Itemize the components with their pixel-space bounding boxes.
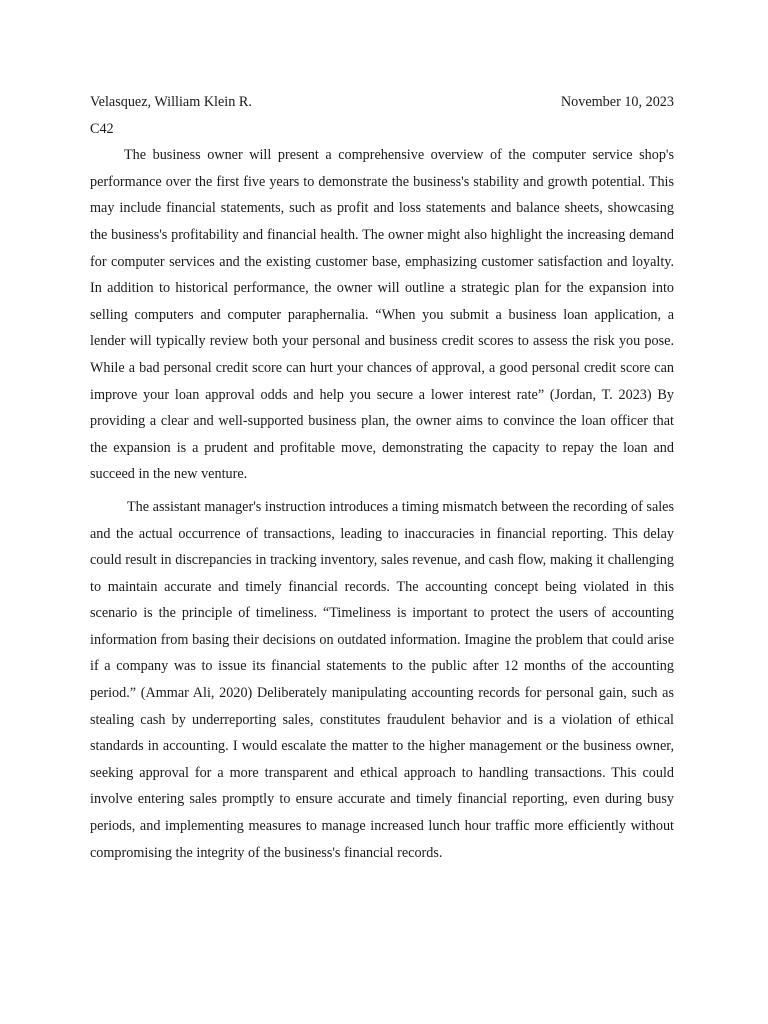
document-page xyxy=(90,89,674,866)
author-name: Velasquez, William Klein R. xyxy=(90,94,252,110)
body-paragraph-1: The business owner will present a comprehensive overview of the computer service shop's performance over the first five years to demonstrate the business's stability and growth potential. This may include financial statements, such as profit and loss statements and balance sheets, showcasing the business's profitability and financial health. The owner might also highlight the increasing demand for computer services and the existing customer base, emphasizing customer satisfaction and loyalty. In addition to historical performance, the owner will outline a strategic plan for the expansion into selling computers and computer paraphernalia. “When you submit a business loan application, a lender will typically review both your personal and business credit scores to assess the risk you pose. While a bad personal credit score can hurt your chances of approval, a good personal credit score can improve your loan approval odds and help you secure a lower interest rate” (Jordan, T. 2023) By providing a clear and well-supported business plan, the owner aims to convince the loan officer that the expansion is a prudent and profitable move, demonstrating the capacity to repay the loan and succeed in the new venture. xyxy=(90,147,674,483)
document-date: November 10, 2023 xyxy=(560,94,674,110)
body-paragraph-2: The assistant manager's instruction introduces a timing mismatch between the recording of sales and the actual occurrence of transactions, leading to inaccuracies in financial reporting. This delay could result in discrepancies in tracking inventory, sales revenue, and cash flow, making it challenging to maintain accurate and timely financial records. The accounting concept being violated in this scenario is the principle of timeliness. “Timeliness is important to protect the users of accounting information from basing their decisions on outdated information. Imagine the problem that could arise if a company was to issue its financial statements to the public after 12 months of the accounting period.” (Ammar Ali, 2020) Deliberately manipulating accounting records for personal gain, such as stealing cash by underreporting sales, constitutes fraudulent behavior and is a violation of ethical standards in accounting. I would escalate the matter to the higher management or the business owner, seeking approval for a more transparent and ethical approach to handling transactions. This could involve entering sales promptly to ensure accurate and timely financial reporting, even during busy periods, and implementing measures to manage increased lunch hour traffic more efficiently without compromising the integrity of the business's financial records. xyxy=(90,498,674,861)
document-header xyxy=(90,89,674,116)
section-code: C42 xyxy=(90,120,114,137)
